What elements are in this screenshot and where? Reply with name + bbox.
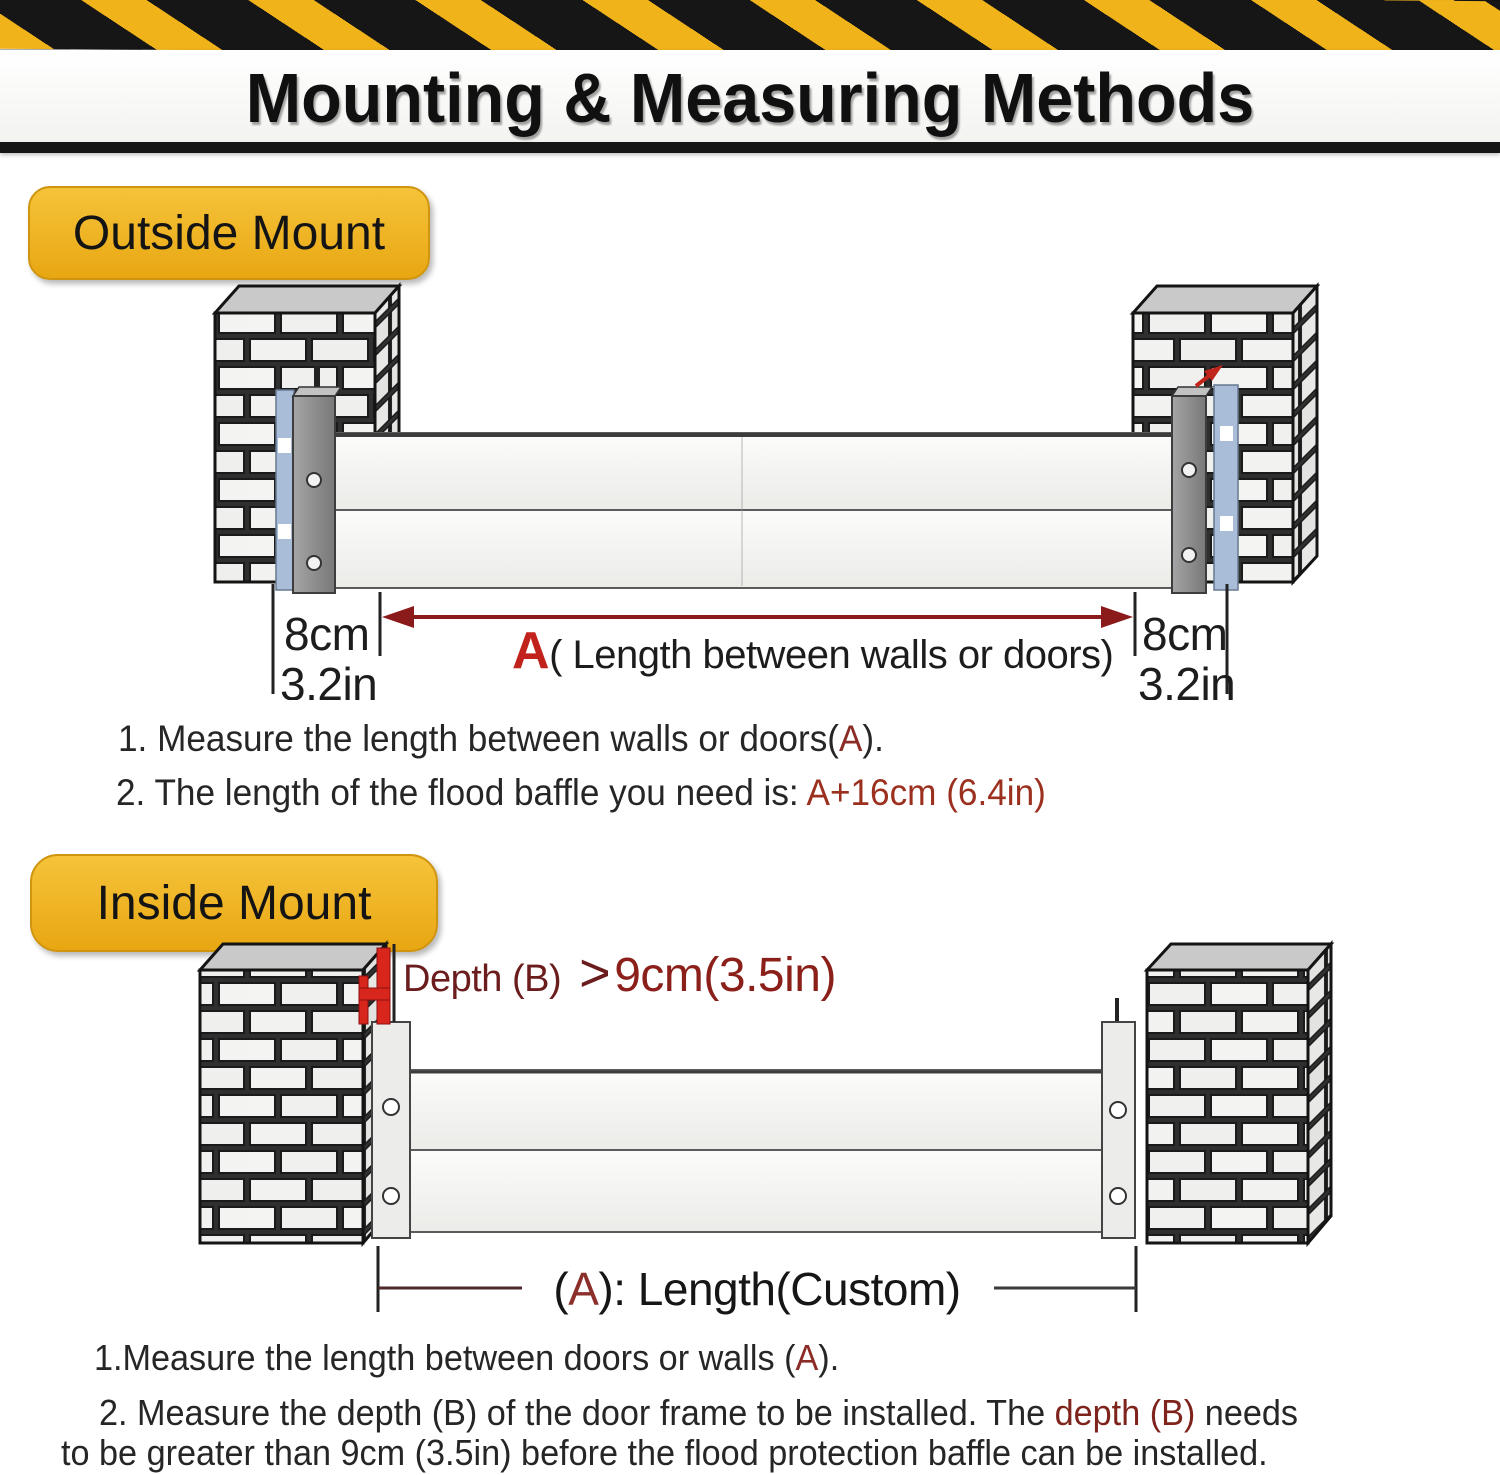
outside-step-1: 1. Measure the length between walls or doors(A). xyxy=(118,718,884,759)
inside-mount-label xyxy=(30,854,438,952)
title-band xyxy=(0,50,1500,153)
span-letter: A xyxy=(512,622,550,680)
arrow-right-head-icon xyxy=(1101,606,1133,628)
page-title: Mounting & Measuring Methods xyxy=(245,59,1255,137)
inside-right-plate xyxy=(1102,998,1135,1238)
inside-flood-barrier xyxy=(408,1070,1104,1232)
span-length-label xyxy=(512,622,1113,680)
inside-step-3: to be greater than 9cm (3.5in) before the flood protection baffle can be installed. xyxy=(61,1432,1268,1473)
inside-left-plate xyxy=(372,996,410,1238)
span-text: ( Length between walls or doors) xyxy=(549,633,1114,677)
inside-mount-label-text: Inside Mount xyxy=(96,876,372,930)
insert-arrow-icon xyxy=(1196,375,1210,386)
outside-right-bracket xyxy=(1172,365,1238,593)
depth-value: 9cm(3.5in) xyxy=(614,949,836,1002)
inside-dimension xyxy=(378,1246,1136,1315)
right-seal-strip xyxy=(1214,385,1238,590)
screw-hole xyxy=(1182,548,1196,562)
outside-mount-label-text: Outside Mount xyxy=(72,206,386,260)
screw-hole xyxy=(1110,1102,1126,1118)
outside-right-pillar xyxy=(1133,286,1317,582)
screw-hole xyxy=(307,473,321,487)
right-offset-cm: 8cm xyxy=(1142,608,1228,660)
screw-hole xyxy=(307,556,321,570)
outside-left-pillar xyxy=(215,286,399,582)
left-offset-cm: 8cm xyxy=(284,608,370,660)
screw-hole xyxy=(1110,1188,1126,1204)
outside-left-bracket xyxy=(276,366,341,593)
inside-right-pillar xyxy=(1147,944,1331,1243)
inside-step-1: 1.Measure the length between doors or walls (A). xyxy=(94,1337,840,1378)
outside-mount-label xyxy=(28,186,430,280)
depth-indicator-icon xyxy=(359,944,394,1024)
outside-dimension xyxy=(273,584,1235,700)
inside-step-2: 2. Measure the depth (B) of the door frame to be installed. The depth (B) needs xyxy=(99,1392,1298,1433)
screw-hole xyxy=(383,1099,399,1115)
right-offset-in: 3.2in xyxy=(1138,658,1236,700)
outside-flood-barrier xyxy=(333,433,1175,588)
outside-step-2: 2. The length of the flood baffle you need is: A+16cm (6.4in) xyxy=(116,772,1046,813)
inside-left-pillar xyxy=(200,944,386,1243)
screw-hole xyxy=(383,1188,399,1204)
left-offset-in: 3.2in xyxy=(280,658,378,700)
left-seal-strip xyxy=(276,390,294,590)
length-custom-label: (A): Length(Custom) xyxy=(553,1263,961,1315)
arrow-left-head-icon xyxy=(382,606,414,628)
depth-requirement-label xyxy=(403,943,836,1003)
screw-hole xyxy=(1182,463,1196,477)
greater-than-sign: > xyxy=(579,943,611,1003)
outside-mount-diagram xyxy=(0,270,1500,700)
header-banner xyxy=(0,0,1500,160)
depth-label: Depth (B) xyxy=(403,958,572,1000)
inside-mount-diagram xyxy=(0,940,1500,1320)
